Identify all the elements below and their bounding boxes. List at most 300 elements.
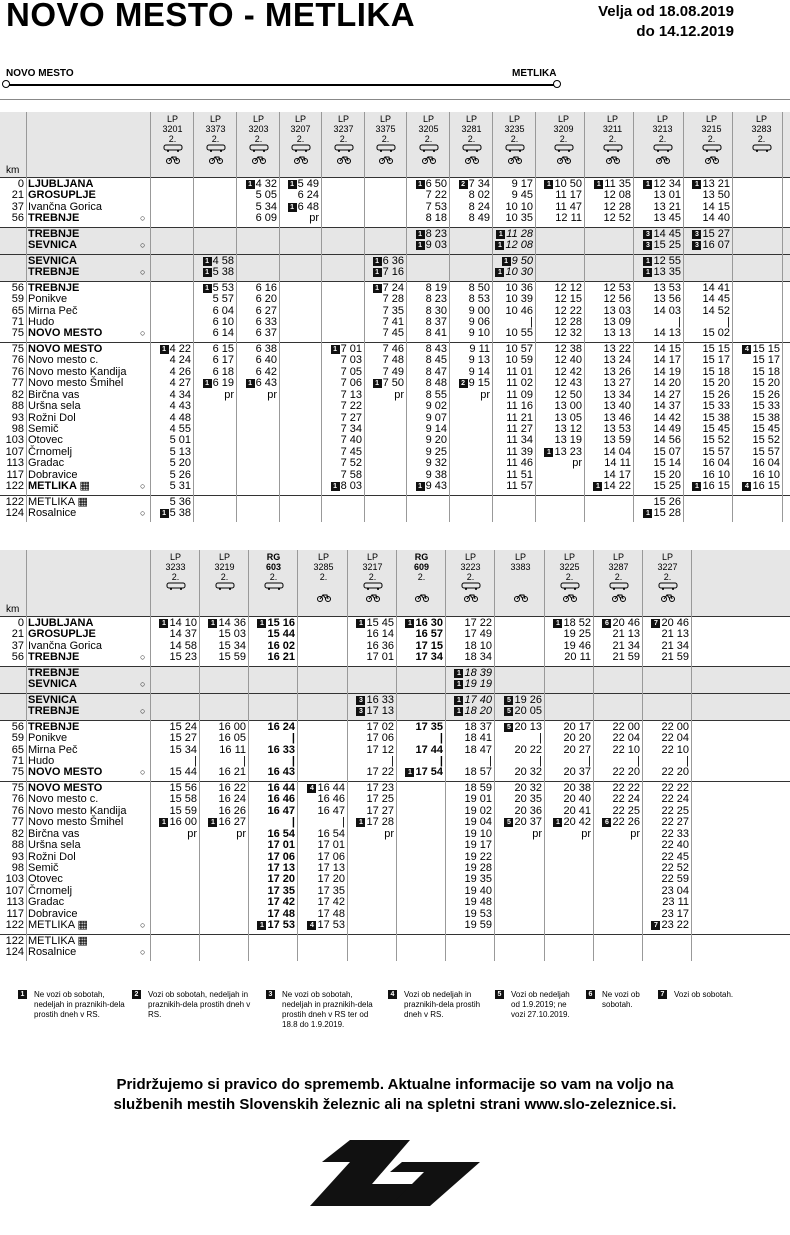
time-cell [643, 852, 689, 863]
time-value: 14 36 [218, 617, 246, 629]
time-value: 13 56 [653, 293, 681, 306]
time-value: 16 04 [752, 457, 780, 470]
time-cell [397, 767, 443, 778]
table-row [0, 424, 790, 435]
time-value: 7 49 [382, 365, 404, 378]
time-value: 12 11 [555, 212, 582, 225]
time-cell [591, 447, 631, 458]
time-value: 15 38 [752, 411, 780, 424]
time-value: 14 19 [653, 365, 681, 378]
time-value: 22 10 [612, 743, 640, 756]
time-cell [407, 328, 447, 339]
time-value: 16 26 [218, 804, 246, 817]
time-value: 4 43 [169, 400, 191, 413]
time-value: 6 36 [382, 254, 404, 267]
column-divider [321, 112, 322, 522]
time-value: 15 07 [653, 445, 681, 458]
time-cell [591, 344, 631, 355]
train-type: LP [294, 114, 306, 124]
train-number: 3373 [205, 124, 226, 134]
time-cell [299, 852, 345, 863]
time-value: 8 55 [425, 388, 447, 401]
station-name: NOVO MESTO [28, 327, 103, 340]
time-cell [542, 390, 582, 401]
station-name: METLIKA ▦ [28, 480, 90, 493]
note-badge: 6 [586, 990, 595, 999]
time-value: 5 31 [169, 480, 191, 493]
time-cell [545, 829, 591, 840]
time-value: 16 14 [366, 628, 394, 641]
time-value: 15 45 [702, 423, 730, 435]
note-badge: 4 [388, 990, 397, 999]
time-cell [407, 470, 447, 481]
time-value: 7 41 [382, 315, 404, 328]
table-row [0, 936, 790, 947]
time-value: 16 22 [218, 781, 246, 794]
time-value: 12 42 [554, 365, 582, 378]
time-cell [249, 852, 295, 863]
time-cell [542, 202, 582, 213]
bicycle-icon [151, 155, 194, 167]
time-value: 12 50 [554, 388, 582, 401]
time-cell [641, 229, 681, 240]
time-cell [446, 817, 492, 828]
time-cell [322, 344, 362, 355]
time-value: 5 20 [169, 457, 191, 470]
time-value: 14 49 [653, 423, 681, 435]
time-value: 10 30 [505, 266, 533, 279]
train-type: LP [366, 552, 378, 562]
time-value: 6 38 [255, 342, 277, 355]
time-cell [151, 745, 197, 756]
note-badge: 1 [416, 482, 425, 491]
time-value: 16 47 [317, 804, 345, 817]
time-value: 7 34 [468, 178, 490, 190]
legend-text: Vozi ob nedeljah in praznikih-dela prostih dneh v RS. [404, 990, 481, 1019]
time-value: 6 04 [212, 304, 234, 317]
time-value: 17 35 [415, 720, 443, 733]
time-value: 15 34 [218, 639, 246, 652]
time-value: 17 13 [317, 862, 345, 874]
time-cell [348, 817, 394, 828]
train-number: 3213 [652, 124, 673, 134]
train-number: 3207 [290, 124, 311, 134]
time-value: 16 02 [267, 639, 295, 652]
time-value: 8 50 [468, 281, 490, 294]
train-type: LP [465, 114, 477, 124]
time-value: 6 19 [212, 377, 234, 390]
bus-icon [690, 144, 733, 155]
time-cell [641, 458, 681, 469]
time-cell [237, 390, 277, 401]
time-value: 17 01 [267, 839, 295, 852]
time-cell [643, 756, 689, 767]
table-row [0, 458, 790, 469]
note-badge: 1 [692, 482, 701, 491]
time-cell [542, 179, 582, 190]
train-class: 2. [663, 572, 672, 582]
time-cell [299, 920, 345, 931]
time-cell [446, 783, 492, 794]
time-cell [594, 767, 640, 778]
time-cell [194, 283, 234, 294]
time-cell [591, 413, 631, 424]
time-cell [542, 413, 582, 424]
time-value: 7 06 [340, 377, 362, 390]
time-value: 11 35 [604, 178, 631, 190]
time-value: 14 15 [653, 342, 681, 355]
station-circle-icon: ○ [140, 213, 146, 224]
time-value: 6 27 [255, 304, 277, 317]
time-cell [594, 745, 640, 756]
train-type: LP [606, 114, 618, 124]
time-cell [542, 458, 582, 469]
train-number: 603 [265, 562, 282, 572]
time-cell [249, 641, 295, 652]
time-cell [151, 481, 191, 492]
time-value: 15 25 [653, 480, 681, 493]
column-divider [584, 112, 585, 522]
time-value: 20 41 [563, 804, 591, 817]
time-value: 8 24 [468, 200, 490, 213]
time-cell [542, 306, 582, 317]
bus-icon [322, 144, 365, 155]
bus-icon [151, 144, 194, 155]
table-row [0, 852, 790, 863]
note-badge: 6 [602, 619, 611, 628]
time-cell [407, 435, 447, 446]
time-cell [200, 756, 246, 767]
time-cell [446, 874, 492, 885]
time-value: 21 59 [612, 651, 640, 664]
time-value: 14 03 [653, 304, 681, 317]
train-number: 3215 [701, 124, 722, 134]
time-cell [446, 629, 492, 640]
time-cell [322, 424, 362, 435]
time-value: 15 18 [702, 365, 730, 378]
time-value: 15 34 [169, 743, 197, 756]
time-value: 17 27 [366, 804, 394, 817]
train-type: LP [218, 552, 230, 562]
time-value: 9 25 [425, 445, 447, 458]
time-cell [493, 179, 533, 190]
time-cell [322, 355, 362, 366]
time-cell [249, 897, 295, 908]
time-value: 16 05 [218, 732, 246, 745]
train-column-header [641, 114, 684, 167]
time-cell [545, 722, 591, 733]
km-value: 21 [11, 189, 24, 202]
km-value: 76 [11, 365, 24, 378]
station-name: TREBNJE [28, 720, 80, 733]
station-name: Hudo [28, 754, 55, 767]
train-type: RG [414, 552, 429, 562]
time-cell [249, 874, 295, 885]
time-cell [151, 794, 197, 805]
time-value: 15 02 [702, 327, 730, 340]
train-column-header [364, 114, 407, 167]
time-value: 8 19 [425, 281, 447, 294]
station-name: Novo mesto Šmihel [28, 816, 124, 829]
time-value: 19 02 [464, 804, 492, 817]
table-row [0, 897, 790, 908]
train-class: 2. [424, 134, 433, 144]
time-value: 16 36 [366, 639, 394, 652]
note-badge: 1 [416, 230, 425, 239]
note-badge: 5 [495, 990, 504, 999]
time-cell [279, 179, 319, 190]
station-name: Novo mesto c. [28, 354, 99, 367]
train-number: 3235 [504, 124, 525, 134]
time-value: 16 24 [267, 720, 295, 733]
time-cell [643, 840, 689, 851]
km-value: 88 [11, 400, 24, 413]
time-cell [446, 756, 492, 767]
station-name: METLIKA ▦ [28, 495, 88, 508]
train-number: 3287 [608, 562, 629, 572]
train-number: 3237 [333, 124, 354, 134]
time-cell [151, 470, 191, 481]
time-cell [641, 447, 681, 458]
note-badge: 1 [416, 241, 425, 250]
column-divider [193, 112, 194, 522]
time-value: 15 26 [702, 388, 730, 401]
table-row [0, 840, 790, 851]
note-badge: 2 [459, 180, 468, 189]
note-badge: 1 [331, 345, 340, 354]
train-type: LP [705, 114, 717, 124]
time-value: 20 17 [563, 720, 591, 733]
note-badge: 1 [373, 257, 382, 266]
train-column-header [279, 114, 322, 167]
note-badge: 1 [593, 482, 602, 491]
bicycle-icon [493, 155, 536, 167]
time-cell [151, 756, 197, 767]
note-badge: 1 [208, 619, 217, 628]
note-badge: 3 [643, 241, 652, 250]
time-cell [249, 733, 295, 744]
time-value: 21 13 [612, 628, 640, 641]
time-value: 17 42 [267, 896, 295, 909]
station-name: Novo mesto c. [28, 793, 99, 806]
time-value: 11 09 [506, 388, 533, 401]
time-cell [200, 629, 246, 640]
time-value: 22 20 [661, 766, 689, 779]
time-value: 15 33 [702, 400, 730, 413]
time-value: 12 28 [603, 200, 631, 213]
km-value: 76 [11, 804, 24, 817]
time-cell [690, 229, 730, 240]
time-cell [496, 756, 542, 767]
time-value: 6 43 [255, 377, 277, 390]
bus-icon [407, 144, 450, 155]
station-name: LJUBLJANA [28, 617, 94, 629]
time-value: 20 46 [661, 617, 689, 629]
legend-text: Vozi ob nedeljah od 1.9.2019; ne vozi 27.10.2019. [511, 990, 570, 1019]
time-value: | [342, 816, 345, 829]
time-value: 22 45 [661, 850, 689, 863]
table-row [0, 817, 790, 828]
time-cell [496, 733, 542, 744]
time-cell [545, 794, 591, 805]
train-type: LP [209, 114, 221, 124]
time-value: 7 34 [340, 423, 362, 435]
time-cell [740, 481, 780, 492]
time-cell [643, 829, 689, 840]
route-from-label: NOVO MESTO [6, 68, 74, 79]
column-divider [150, 550, 151, 961]
time-value: 9 15 [468, 377, 490, 390]
train-class: 2. [417, 572, 426, 582]
time-value: 23 22 [661, 919, 689, 932]
train-class: 2. [211, 134, 220, 144]
time-value: | [439, 754, 443, 767]
train-type: LP [508, 114, 520, 124]
time-value: 17 25 [366, 793, 394, 806]
time-value: 21 13 [661, 628, 689, 641]
time-value: 14 41 [702, 281, 730, 294]
table-row [0, 874, 790, 885]
train-class: 2. [319, 572, 328, 582]
time-cell [591, 283, 631, 294]
time-cell [237, 355, 277, 366]
time-cell [643, 745, 689, 756]
time-value: 12 38 [554, 342, 582, 355]
time-cell [237, 213, 277, 224]
table-row [0, 390, 790, 401]
time-cell [446, 695, 492, 706]
km-value: 65 [11, 304, 24, 317]
time-value: 10 46 [505, 304, 533, 317]
time-value: 19 35 [464, 873, 492, 886]
time-value: | [439, 732, 443, 745]
time-value: 13 23 [554, 445, 582, 458]
time-cell [407, 367, 447, 378]
station-circle-icon: ○ [140, 267, 146, 278]
note-badge: 1 [373, 284, 382, 293]
time-value: | [243, 754, 246, 767]
bus-icon [397, 582, 446, 593]
time-cell [493, 390, 533, 401]
km-value: 117 [6, 907, 24, 920]
table-row [0, 213, 790, 224]
time-value: pr [187, 827, 197, 840]
station-name: Ivančna Gorica [28, 200, 102, 213]
time-value: 5 38 [212, 266, 234, 279]
time-cell [594, 733, 640, 744]
bicycle-icon [151, 593, 200, 604]
station-name: SEVNICA [28, 239, 77, 252]
timetable-1 [0, 112, 790, 522]
train-type: LP [661, 552, 673, 562]
legend-text: Ne vozi ob sobotah. [602, 990, 640, 1009]
time-cell [545, 783, 591, 794]
time-cell [299, 829, 345, 840]
note-badge: 1 [331, 482, 340, 491]
time-value: 4 55 [169, 423, 191, 435]
time-cell [643, 794, 689, 805]
train-number: 609 [413, 562, 430, 572]
time-cell [407, 481, 447, 492]
time-value: 8 02 [468, 189, 490, 202]
time-cell [151, 508, 191, 519]
time-value: 8 03 [340, 480, 362, 493]
train-class: 2. [510, 134, 519, 144]
time-value: 20 38 [563, 781, 591, 794]
time-value: 18 57 [464, 766, 492, 779]
time-cell [493, 355, 533, 366]
time-value: 22 24 [661, 793, 689, 806]
time-cell [493, 470, 533, 481]
time-cell [299, 817, 345, 828]
time-value: 23 17 [661, 907, 689, 920]
time-cell [450, 294, 490, 305]
station-name: Uršna sela [28, 839, 81, 852]
legend-text: Ne vozi ob sobotah, nedeljah in praznikih-dela prostih dneh v RS ter od 18.8 do 1.9.2019. [282, 990, 373, 1029]
train-class: 2. [381, 134, 390, 144]
time-value: 8 48 [425, 377, 447, 390]
bicycle-icon [397, 593, 446, 605]
bicycle-icon [641, 155, 684, 167]
time-cell [348, 783, 394, 794]
time-value: 11 01 [506, 365, 533, 378]
time-cell [740, 378, 780, 389]
time-cell [542, 344, 582, 355]
time-value: 13 27 [603, 377, 631, 390]
time-cell [194, 355, 234, 366]
time-cell [450, 283, 490, 294]
validity-period [598, 2, 734, 42]
train-column-header [545, 552, 594, 605]
legend-text: Ne vozi ob sobotah, nedeljah in praznikih-dela prostih dneh v RS. [34, 990, 125, 1019]
time-value: 6 18 [212, 365, 234, 378]
time-cell [322, 413, 362, 424]
time-value: 14 04 [603, 445, 631, 458]
time-cell [407, 294, 447, 305]
time-value: 17 06 [366, 732, 394, 745]
time-value: 16 46 [317, 793, 345, 806]
time-cell [249, 783, 295, 794]
note-badge: 1 [454, 707, 463, 716]
station-name: METLIKA ▦ [28, 934, 88, 947]
time-cell [643, 618, 689, 629]
time-value: 18 39 [464, 666, 492, 679]
time-cell [237, 328, 277, 339]
time-cell [200, 652, 246, 663]
time-cell [594, 756, 640, 767]
column-divider [396, 550, 397, 961]
time-cell [545, 817, 591, 828]
time-cell [690, 447, 730, 458]
note-badge: 3 [356, 696, 365, 705]
time-cell [348, 641, 394, 652]
time-value: 17 35 [317, 884, 345, 897]
time-value: 16 04 [702, 457, 730, 470]
time-cell [740, 447, 780, 458]
note-badge: 5 [504, 723, 513, 732]
train-number: 3225 [559, 562, 580, 572]
time-cell [643, 629, 689, 640]
time-value: 8 30 [425, 304, 447, 317]
time-cell [591, 435, 631, 446]
time-cell [594, 783, 640, 794]
time-cell [496, 722, 542, 733]
time-cell [446, 722, 492, 733]
validity-to: do 14.12.2019 [636, 23, 734, 40]
time-value: 15 23 [169, 651, 197, 664]
time-cell [496, 767, 542, 778]
bicycle-icon [299, 593, 348, 605]
